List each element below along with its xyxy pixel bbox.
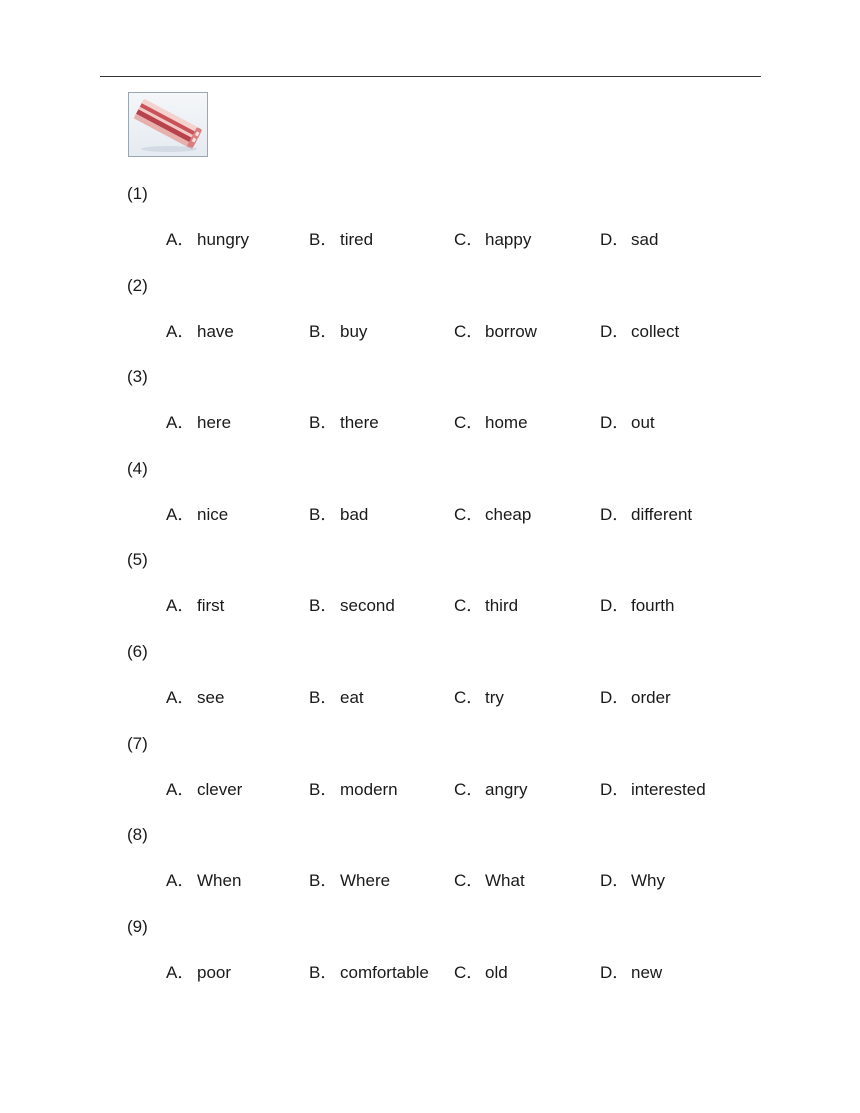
option-text: What <box>485 871 525 891</box>
option-a <box>166 411 231 435</box>
option-text: home <box>485 413 528 433</box>
option-letter: A． <box>166 321 195 341</box>
option-text: cheap <box>485 504 532 524</box>
option-a <box>166 961 231 985</box>
option-row <box>0 320 860 344</box>
option-b <box>309 320 367 344</box>
option-letter: B． <box>309 321 338 341</box>
option-b <box>309 228 373 252</box>
question-item <box>0 640 860 732</box>
option-d <box>600 411 655 435</box>
question-item <box>0 274 860 366</box>
option-letter: A． <box>166 504 195 524</box>
option-text: fourth <box>631 596 675 616</box>
option-text: modern <box>340 779 398 799</box>
option-d <box>600 686 671 710</box>
question-number: (2) <box>127 275 148 295</box>
option-letter: B． <box>309 596 338 616</box>
option-letter: B． <box>309 504 338 524</box>
option-text: see <box>197 687 225 707</box>
option-text: out <box>631 413 655 433</box>
option-text: happy <box>485 230 532 249</box>
option-c <box>454 411 528 435</box>
option-b <box>309 594 395 618</box>
option-c <box>454 320 537 344</box>
option-text: clever <box>197 779 243 799</box>
option-letter: C． <box>454 596 484 616</box>
option-text: order <box>631 687 671 707</box>
option-letter: D． <box>600 596 630 616</box>
option-text: buy <box>340 321 368 341</box>
question-number: (5) <box>127 550 148 570</box>
option-letter: D． <box>600 321 630 341</box>
option-d <box>600 503 692 527</box>
question-number: (7) <box>127 733 148 753</box>
option-d <box>600 594 674 618</box>
option-letter: D． <box>600 230 630 249</box>
question-number: (1) <box>127 184 148 203</box>
option-text: nice <box>197 504 229 524</box>
option-d <box>600 869 665 893</box>
option-text: Why <box>631 871 665 891</box>
option-d <box>600 320 679 344</box>
option-text: have <box>197 321 234 341</box>
option-letter: C． <box>454 504 484 524</box>
option-row <box>0 778 860 802</box>
option-text: borrow <box>485 321 537 341</box>
option-text: different <box>631 504 693 524</box>
option-c <box>454 686 504 710</box>
option-letter: C． <box>454 962 484 982</box>
option-c <box>454 778 528 802</box>
question-item <box>0 915 860 1007</box>
option-letter: D． <box>600 687 630 707</box>
option-c <box>454 503 531 527</box>
header-divider <box>100 76 761 77</box>
option-c <box>454 961 508 985</box>
option-d <box>600 778 706 802</box>
option-letter: C． <box>454 321 484 341</box>
option-d <box>600 961 662 985</box>
option-row <box>0 411 860 435</box>
option-text: first <box>197 596 225 616</box>
option-text: interested <box>631 779 706 799</box>
option-letter: C． <box>454 230 484 249</box>
option-text: bad <box>340 504 369 524</box>
option-text: old <box>485 962 508 982</box>
option-text: there <box>340 413 379 433</box>
option-letter: A． <box>166 596 195 616</box>
question-item <box>0 548 860 640</box>
option-text: Where <box>340 871 391 891</box>
option-c <box>454 228 531 252</box>
option-text: eat <box>340 687 364 707</box>
option-letter: A． <box>166 687 195 707</box>
option-letter: D． <box>600 413 630 433</box>
option-text: here <box>197 413 232 433</box>
option-letter: B． <box>309 413 338 433</box>
option-text: tired <box>340 230 374 249</box>
option-row <box>0 686 860 710</box>
option-letter: D． <box>600 962 630 982</box>
option-letter: B． <box>309 687 338 707</box>
option-text: comfortable <box>340 962 429 982</box>
question-item <box>0 457 860 549</box>
option-a <box>166 320 234 344</box>
option-letter: A． <box>166 779 195 799</box>
option-row <box>0 594 860 618</box>
option-b <box>309 778 398 802</box>
option-letter: A． <box>166 962 195 982</box>
option-letter: C． <box>454 871 484 891</box>
option-b <box>309 686 364 710</box>
bacon-image <box>128 92 208 157</box>
option-text: third <box>485 596 519 616</box>
question-item <box>0 823 860 915</box>
option-letter: B． <box>309 230 338 249</box>
question-number: (3) <box>127 367 148 387</box>
option-letter: C． <box>454 779 484 799</box>
option-d <box>600 228 658 252</box>
option-letter: C． <box>454 687 484 707</box>
option-b <box>309 411 379 435</box>
question-item <box>0 365 860 457</box>
option-text: second <box>340 596 395 616</box>
option-row <box>0 961 860 985</box>
option-text: angry <box>485 779 528 799</box>
option-letter: B． <box>309 871 338 891</box>
option-a <box>166 228 249 252</box>
option-letter: A． <box>166 413 195 433</box>
option-row <box>0 503 860 527</box>
option-letter: A． <box>166 230 195 249</box>
option-letter: D． <box>600 871 630 891</box>
option-b <box>309 503 368 527</box>
question-list <box>0 182 860 1006</box>
option-text: try <box>485 687 504 707</box>
option-letter: D． <box>600 779 630 799</box>
option-a <box>166 594 224 618</box>
option-letter: B． <box>309 962 338 982</box>
option-letter: B． <box>309 779 338 799</box>
question-item <box>0 182 860 274</box>
option-text: hungry <box>197 230 249 249</box>
option-letter: A． <box>166 871 195 891</box>
option-row <box>0 228 860 252</box>
question-number: (4) <box>127 458 148 478</box>
option-c <box>454 869 525 893</box>
option-b <box>309 961 429 985</box>
option-a <box>166 869 241 893</box>
option-text: new <box>631 962 663 982</box>
option-a <box>166 686 224 710</box>
option-a <box>166 778 242 802</box>
option-text: collect <box>631 321 680 341</box>
option-text: poor <box>197 962 232 982</box>
question-number: (9) <box>127 916 148 936</box>
option-text: sad <box>631 230 659 249</box>
option-c <box>454 594 518 618</box>
option-letter: C． <box>454 413 484 433</box>
question-number: (6) <box>127 641 148 661</box>
question-number: (8) <box>127 825 148 845</box>
option-letter: D． <box>600 504 630 524</box>
option-row <box>0 869 860 893</box>
option-a <box>166 503 228 527</box>
option-text: When <box>197 871 242 891</box>
question-item <box>0 732 860 824</box>
option-b <box>309 869 390 893</box>
